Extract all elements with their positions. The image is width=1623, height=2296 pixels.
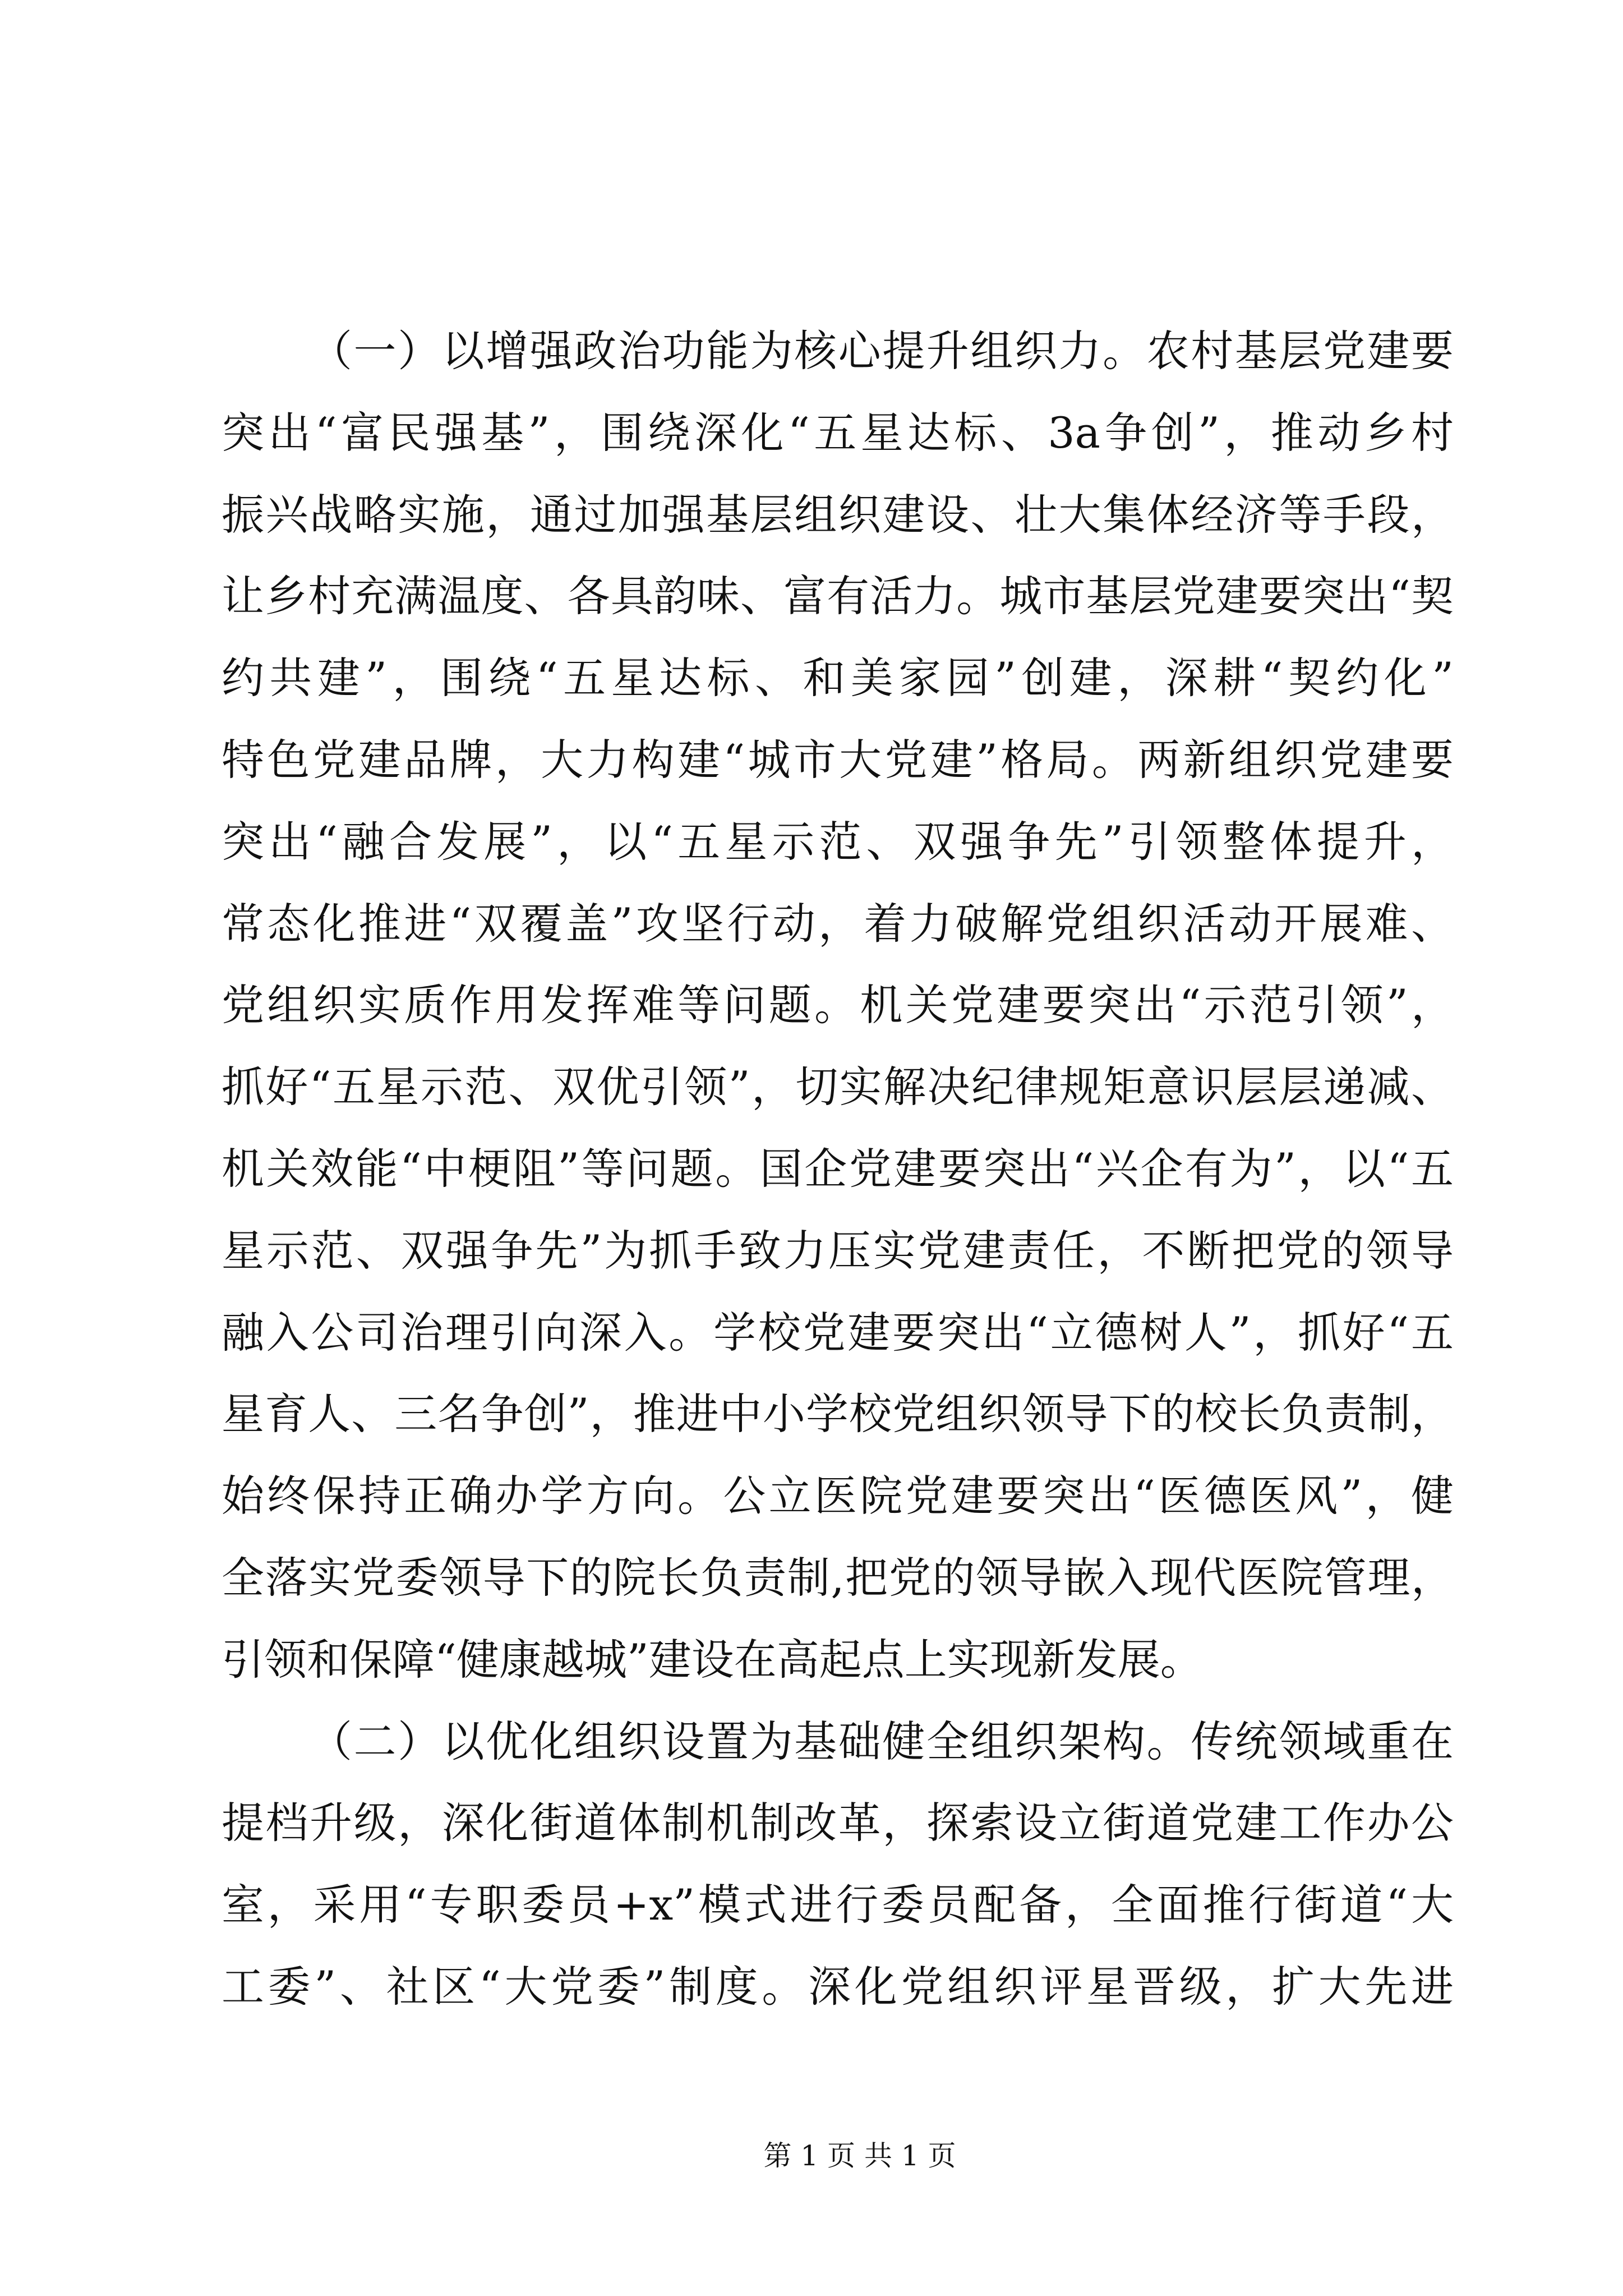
paragraph-line: 星育人、三名争创”，推进中小学校党组织领导下的校长负责制， <box>222 1389 1454 1439</box>
paragraph-line: （二）以优化组织设置为基础健全组织架构。传统领域重在 <box>310 1716 1454 1766</box>
paragraph-line: 星示范、双强争先”为抓手致力压实党建责任，不断把党的领导 <box>222 1225 1454 1276</box>
paragraph-line: 提档升级，深化街道体制机制改革，探索设立街道党建工作办公 <box>222 1798 1454 1848</box>
paragraph-line: （一）以增强政治功能为核心提升组织力。农村基层党建要 <box>310 326 1454 376</box>
paragraph-line: 全落实党委领导下的院长负责制,把党的领导嵌入现代医院管理， <box>222 1552 1454 1603</box>
paragraph-2 <box>222 1701 1454 2028</box>
paragraph-1 <box>222 310 1454 1701</box>
paragraph-line: 引领和保障“健康越城”建设在高起点上实现新发展。 <box>222 1634 1203 1685</box>
page-footer: 第 1 页 共 1 页 <box>763 2139 956 2172</box>
paragraph-line: 常态化推进“双覆盖”攻坚行动，着力破解党组织活动开展难、 <box>222 898 1454 949</box>
paragraph-line: 突出“富民强基”，围绕深化“五星达标、3a争创”，推动乡村 <box>222 407 1454 458</box>
paragraph-line: 让乡村充满温度、各具韵味、富有活力。城市基层党建要突出“契 <box>222 571 1454 622</box>
paragraph-line: 融入公司治理引向深入。学校党建要突出“立德树人”，抓好“五 <box>222 1307 1454 1358</box>
paragraph-line: 约共建”，围绕“五星达标、和美家园”创建，深耕“契约化” <box>222 653 1454 703</box>
paragraph-line: 室，采用“专职委员+x”模式进行委员配备，全面推行街道“大 <box>222 1880 1454 1930</box>
paragraph-line: 振兴战略实施，通过加强基层组织建设、壮大集体经济等手段， <box>222 489 1454 540</box>
paragraph-line: 突出“融合发展”，以“五星示范、双强争先”引领整体提升， <box>222 816 1454 867</box>
paragraph-line: 始终保持正确办学方向。公立医院党建要突出“医德医风”，健 <box>222 1471 1454 1521</box>
paragraph-line: 工委”、社区“大党委”制度。深化党组织评星晋级，扩大先进 <box>222 1961 1454 2012</box>
paragraph-line: 党组织实质作用发挥难等问题。机关党建要突出“示范引领”， <box>222 980 1454 1030</box>
document-body <box>222 310 1454 2028</box>
paragraph-line: 机关效能“中梗阻”等问题。国企党建要突出“兴企有为”，以“五 <box>222 1143 1454 1194</box>
paragraph-line: 抓好“五星示范、双优引领”，切实解决纪律规矩意识层层递减、 <box>222 1062 1454 1112</box>
paragraph-line: 特色党建品牌，大力构建“城市大党建”格局。两新组织党建要 <box>222 734 1454 785</box>
